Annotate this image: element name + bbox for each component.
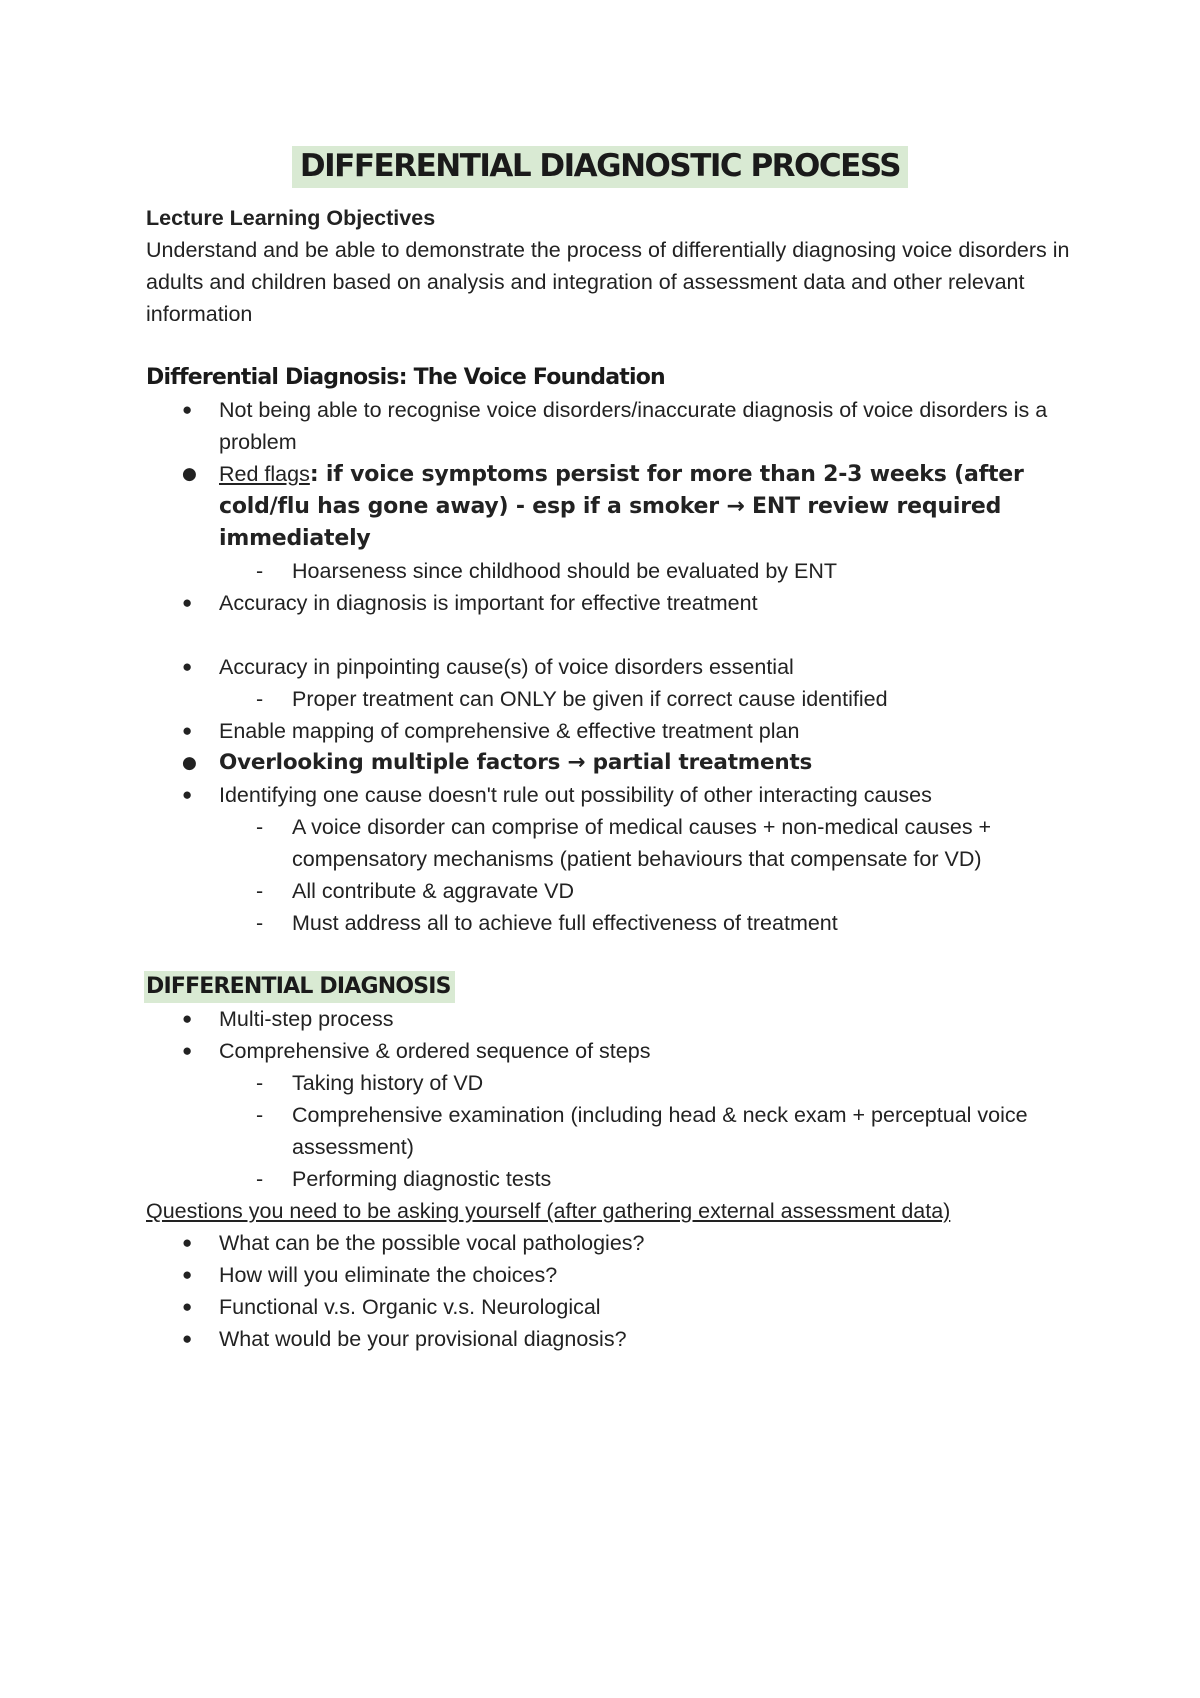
voice-foundation-heading: Differential Diagnosis: The Voice Foundation	[146, 365, 665, 390]
list-item	[146, 747, 1086, 779]
list-item-text: Overlooking multiple factors → partial treatments	[219, 750, 813, 775]
bullet-icon: ●	[182, 1041, 193, 1060]
sub-list-item	[146, 555, 1086, 587]
differential-diagnosis-list	[146, 1003, 1086, 1067]
sub-list	[146, 1067, 1086, 1195]
sub-list-item-text: Performing diagnostic tests	[292, 1167, 552, 1191]
voice-foundation-list	[146, 651, 1086, 683]
red-flags-text: : if voice symptoms persist for more than 2-3 weeks (after cold/flu has gone away) - esp if a smoker → ENT review required immediately	[219, 462, 1024, 551]
bullet-icon: ●	[182, 1265, 193, 1284]
sub-list-item	[146, 1163, 1086, 1195]
document-title: DIFFERENTIAL DIAGNOSTIC PROCESS	[292, 146, 908, 188]
list-item-text: Accuracy in pinpointing cause(s) of voice disorders essential	[219, 655, 794, 679]
title-wrap	[0, 0, 1200, 188]
sub-list-item-text: Proper treatment can ONLY be given if correct cause identified	[292, 687, 888, 711]
list-item	[146, 715, 1086, 747]
list-item-text: Comprehensive & ordered sequence of steps	[219, 1039, 651, 1063]
sub-list-item-text: Taking history of VD	[292, 1071, 484, 1095]
list-item-text: Accuracy in diagnosis is important for effective treatment	[219, 591, 758, 615]
dash-icon: -	[256, 879, 264, 903]
voice-foundation-list	[146, 715, 1086, 811]
sub-list-item	[146, 683, 1086, 715]
list-item-text: Not being able to recognise voice disorders/inaccurate diagnosis of voice disorders is a problem	[219, 398, 1048, 454]
voice-foundation-list	[146, 587, 1086, 619]
sub-list-item-text: Comprehensive examination (including head & neck exam + perceptual voice assessment)	[292, 1103, 1028, 1159]
sub-list	[146, 683, 1086, 715]
voice-foundation-list	[146, 394, 1086, 555]
objectives-body: Understand and be able to demonstrate the process of differentially diagnosing voice disorders in adults and children based on analysis and integration of assessment data and other relevant information	[146, 238, 1070, 326]
spacer	[146, 330, 1086, 362]
list-item	[146, 1291, 1086, 1323]
bullet-icon: ●	[182, 721, 193, 740]
bullet-icon: ●	[182, 753, 197, 773]
bullet-icon: ●	[182, 657, 193, 676]
list-item	[146, 1259, 1086, 1291]
bullet-icon: ●	[182, 593, 193, 612]
list-item-text: Identifying one cause doesn't rule out possibility of other interacting causes	[219, 783, 932, 807]
list-item	[146, 1035, 1086, 1067]
sub-list-item-text: Must address all to achieve full effectiveness of treatment	[292, 911, 838, 935]
sub-list	[146, 555, 1086, 587]
bullet-icon: ●	[182, 464, 197, 484]
list-item	[146, 1003, 1086, 1035]
dash-icon: -	[256, 911, 264, 935]
objectives-heading: Lecture Learning Objectives	[146, 206, 436, 230]
sub-list-item	[146, 907, 1086, 939]
list-item-text: How will you eliminate the choices?	[219, 1263, 558, 1287]
bullet-icon: ●	[182, 1009, 193, 1028]
questions-heading: Questions you need to be asking yourself (after gathering external assessment data)	[146, 1199, 951, 1223]
differential-diagnosis-heading: DIFFERENTIAL DIAGNOSIS	[144, 971, 455, 1003]
sub-list-item	[146, 811, 1086, 875]
questions-list	[146, 1227, 1086, 1355]
spacer	[146, 939, 1086, 971]
list-item-text: Multi-step process	[219, 1007, 394, 1031]
bullet-icon: ●	[182, 1297, 193, 1316]
list-item	[146, 651, 1086, 683]
bullet-icon: ●	[182, 1233, 193, 1252]
sub-list-item	[146, 1099, 1086, 1163]
list-item-text: Functional v.s. Organic v.s. Neurological	[219, 1295, 601, 1319]
bullet-icon: ●	[182, 1329, 193, 1348]
list-item	[146, 1323, 1086, 1355]
bullet-icon: ●	[182, 785, 193, 804]
dash-icon: -	[256, 1103, 264, 1127]
dash-icon: -	[256, 559, 264, 583]
sub-list	[146, 811, 1086, 939]
dash-icon: -	[256, 1167, 264, 1191]
dash-icon: -	[256, 1071, 264, 1095]
list-item	[146, 394, 1086, 458]
list-item	[146, 458, 1086, 555]
sub-list-item	[146, 1067, 1086, 1099]
differential-diagnosis-heading-wrap	[146, 971, 1086, 1003]
sub-list-item-text: A voice disorder can comprise of medical causes + non-medical causes + compensatory mechanisms (patient behaviours that compensate for VD)	[292, 815, 992, 871]
dash-icon: -	[256, 815, 264, 839]
list-item-text: What would be your provisional diagnosis?	[219, 1327, 627, 1351]
list-item	[146, 779, 1086, 811]
spacer	[146, 619, 1086, 651]
list-item-text: What can be the possible vocal pathologies?	[219, 1231, 645, 1255]
red-flags-link[interactable]: Red flags	[219, 462, 310, 486]
list-item	[146, 587, 1086, 619]
document-content	[146, 202, 1086, 1355]
list-item-text: Enable mapping of comprehensive & effective treatment plan	[219, 719, 800, 743]
dash-icon: -	[256, 687, 264, 711]
sub-list-item-text: Hoarseness since childhood should be evaluated by ENT	[292, 559, 837, 583]
list-item	[146, 1227, 1086, 1259]
sub-list-item	[146, 875, 1086, 907]
bullet-icon: ●	[182, 400, 193, 419]
sub-list-item-text: All contribute & aggravate VD	[292, 879, 575, 903]
